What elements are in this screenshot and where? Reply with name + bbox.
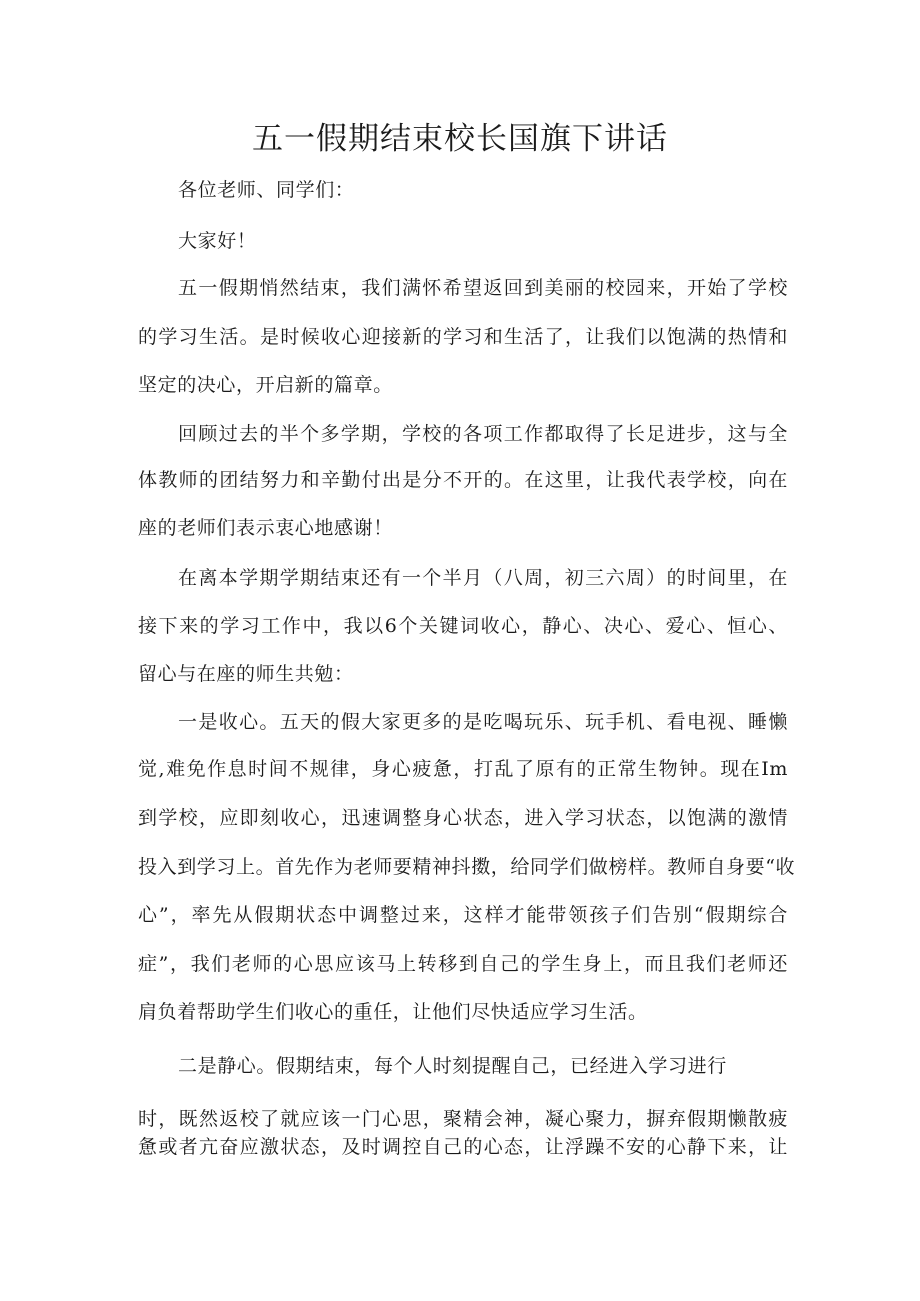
greeting: 各位老师、同学们： [178, 179, 355, 201]
paragraph-1-line-2: 的学习生活。是时候收心迎接新的学习和生活了，让我们以饱满的热情和 [138, 326, 788, 348]
paragraph-3-line-2: 接下来的学习工作中，我以6个关键词收心，静心、决心、爱心、恒心、 [138, 615, 788, 637]
paragraph-2-line-1: 回顾过去的半个多学期，学校的各项工作都取得了长足进步，这与全 [178, 423, 788, 445]
paragraph-3-line-3: 留心与在座的师生共勉： [138, 663, 354, 685]
paragraph-4-line-3: 到学校，应即刻收心，迅速调整身心状态，进入学习状态，以饱满的激情 [138, 807, 788, 829]
paragraph-3-line-1: 在离本学期学期结束还有一个半月（八周，初三六周）的时间里，在 [178, 567, 788, 589]
paragraph-4-line-7: 肩负着帮助学生们收心的重任，让他们尽快适应学习生活。 [138, 1001, 648, 1023]
paragraph-2-line-3: 座的老师们表示衷心地感谢！ [138, 517, 393, 539]
paragraph-4-line-2: 觉,难免作息时间不规律，身心疲惫，打乱了原有的正常生物钟。现在Im [138, 758, 788, 780]
paragraph-2-line-2: 体教师的团结努力和辛勤付出是分不开的。在这里，让我代表学校，向在 [138, 469, 788, 491]
paragraph-6-line-1: 时，既然返校了就应该一门心思，聚精会神，凝心聚力，摒弃假期懒散疲 [138, 1108, 788, 1130]
paragraph-4-line-5: 心”，率先从假期状态中调整过来，这样才能带领孩子们告别“假期综合 [138, 904, 788, 926]
page-title: 五一假期结束校长国旗下讲话 [252, 121, 668, 157]
paragraph-4-line-4: 投入到学习上。首先作为老师要精神抖擞，给同学们做榜样。教师自身要“收 [138, 856, 796, 878]
paragraph-4-line-6: 症”，我们老师的心思应该马上转移到自己的学生身上，而且我们老师还 [138, 953, 788, 975]
paragraph-6-line-2: 惫或者亢奋应激状态，及时调控自己的心态，让浮躁不安的心静下来，让 [138, 1136, 788, 1158]
paragraph-5-line-1: 二是静心。假期结束，每个人时刻提醒自己，已经进入学习进行 [178, 1055, 727, 1077]
paragraph-1-line-1: 五一假期悄然结束，我们满怀希望返回到美丽的校园来，开始了学校 [178, 277, 788, 299]
hello: 大家好！ [178, 230, 257, 252]
paragraph-1-line-3: 坚定的决心，开启新的篇章。 [138, 374, 393, 396]
paragraph-4-line-1: 一是收心。五天的假大家更多的是吃喝玩乐、玩手机、看电视、睡懒 [178, 711, 788, 733]
